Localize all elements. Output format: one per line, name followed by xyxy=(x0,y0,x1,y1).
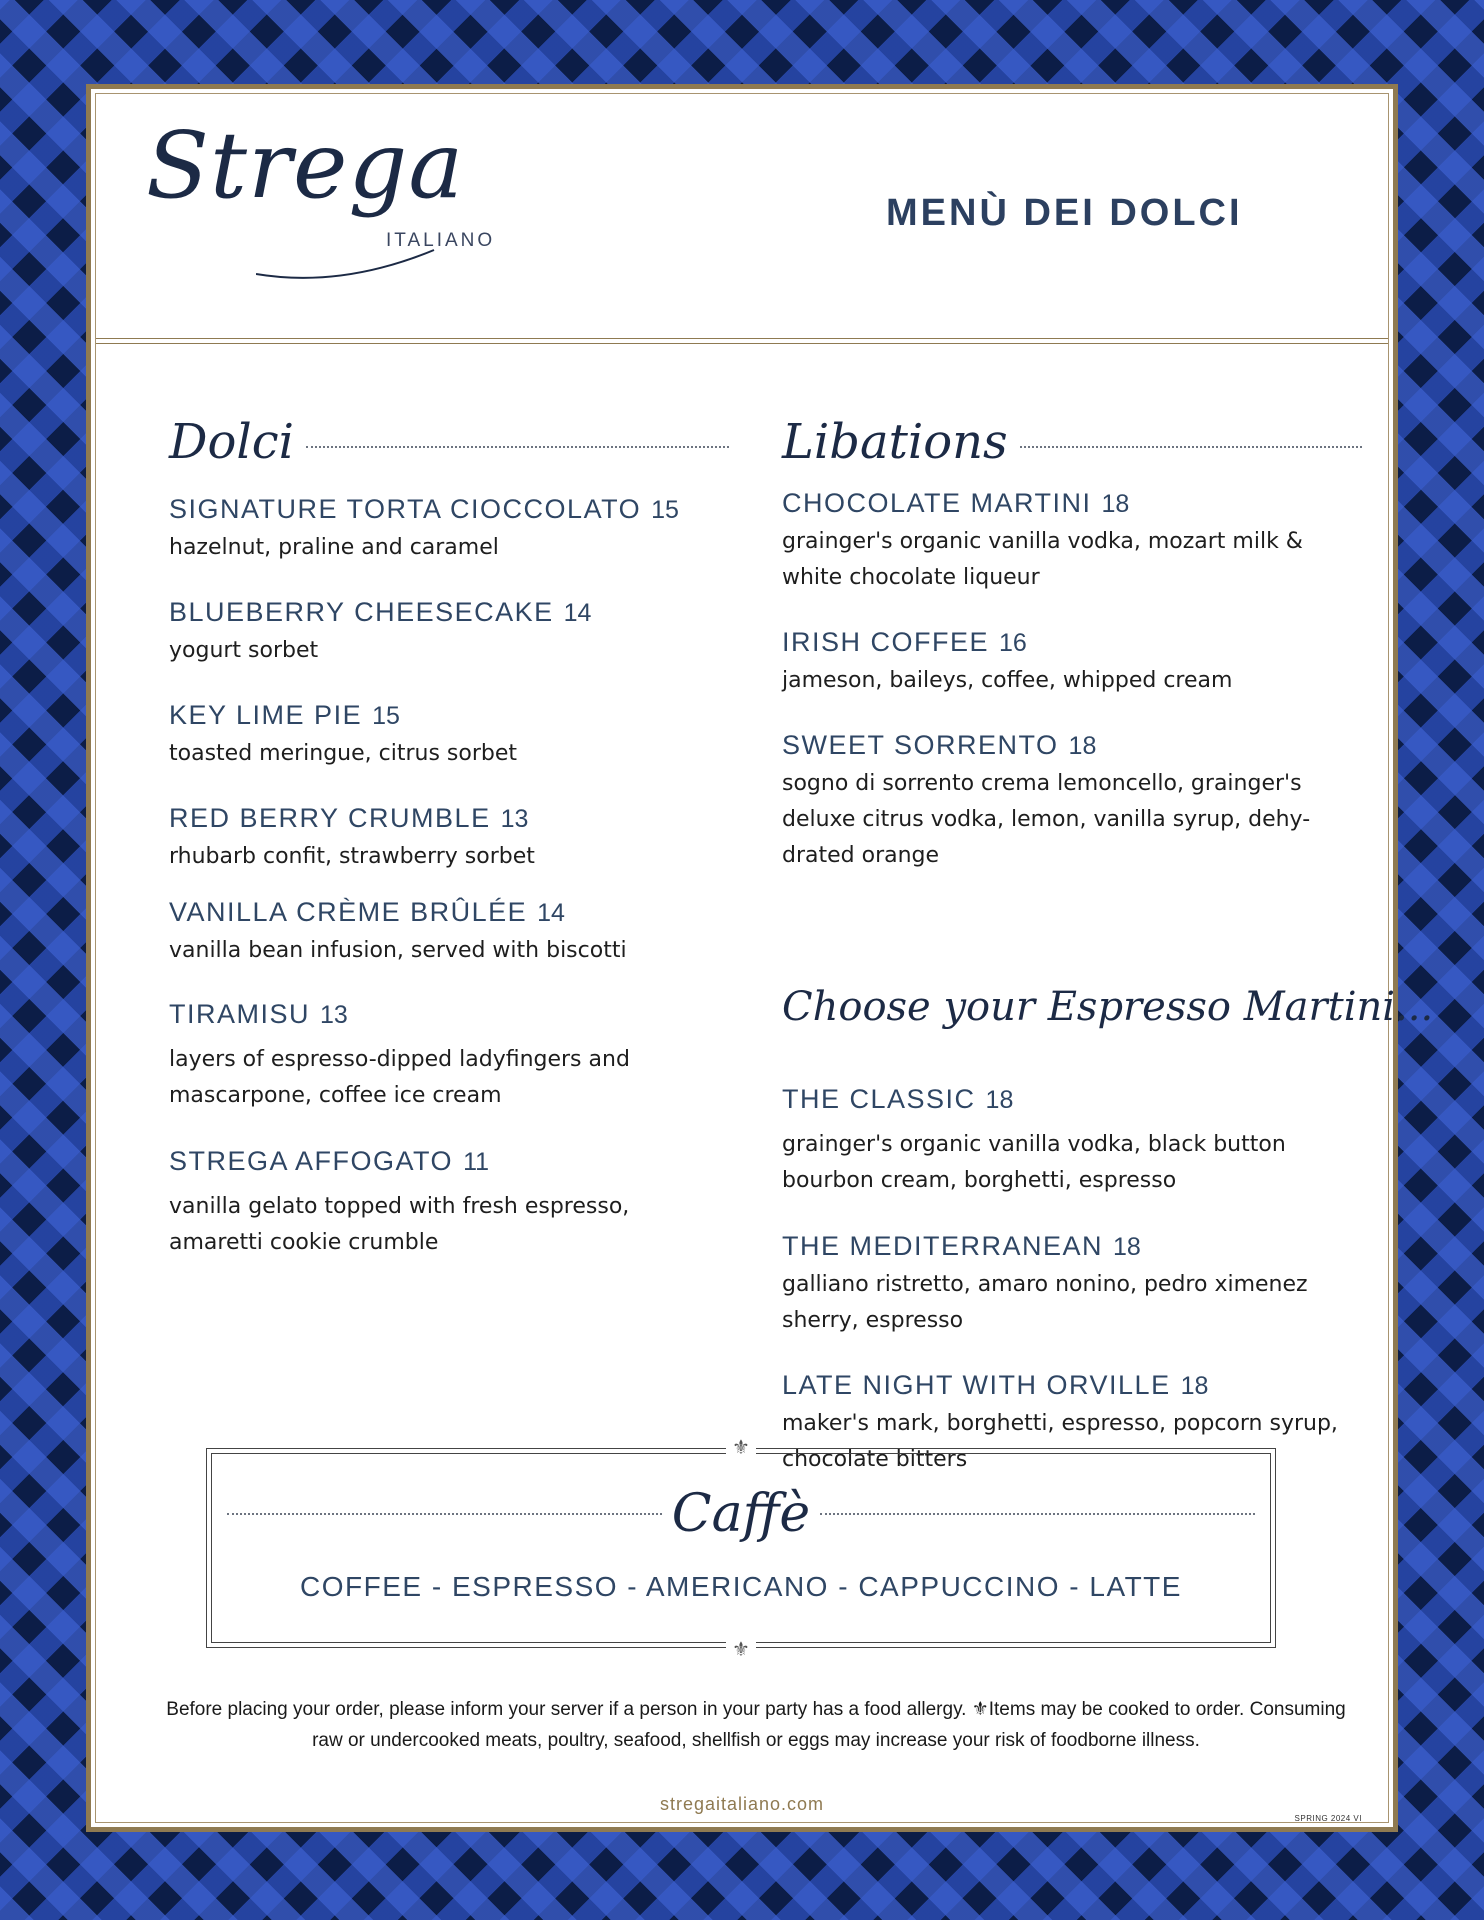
drink-item xyxy=(782,730,1362,874)
dessert-name: SIGNATURE TORTA CIOCCOLATO xyxy=(169,494,642,524)
martini-name: LATE NIGHT WITH ORVILLE xyxy=(782,1370,1171,1400)
dessert-price: 11 xyxy=(463,1148,490,1176)
dessert-description: hazelnut, praline and caramel xyxy=(169,535,499,560)
header-divider xyxy=(96,338,1388,344)
drink-price: 16 xyxy=(999,629,1027,657)
drink-description: jameson, baileys, coffee, whipped cream xyxy=(782,668,1233,693)
libations-heading: Libations xyxy=(782,414,1008,470)
dessert-name: RED BERRY CRUMBLE xyxy=(169,803,491,833)
dessert-item xyxy=(169,897,729,969)
martini-price: 18 xyxy=(1180,1372,1209,1400)
martini-description: maker's mark, borghetti, espresso, popcorn syrup, chocolate bitters xyxy=(782,1411,1338,1472)
dessert-description: layers of espresso-dipped ladyfingers and mascarpone, coffee ice cream xyxy=(169,1047,630,1108)
dessert-description: vanilla bean infusion, served with biscotti xyxy=(169,938,627,963)
dessert-item xyxy=(169,1146,729,1261)
dessert-name: VANILLA CRÈME BRÛLÉE xyxy=(169,897,528,927)
fleur-de-lis-icon: ⚜ xyxy=(726,1636,756,1662)
dessert-item xyxy=(169,803,729,875)
drink-item xyxy=(782,627,1362,699)
espresso-martini-heading: Choose your Espresso Martini... xyxy=(782,984,1434,1030)
martini-description: galliano ristretto, amaro nonino, pedro ximenez sherry, espresso xyxy=(782,1272,1308,1333)
drink-description: grainger's organic vanilla vodka, mozart milk & white chocolate liqueur xyxy=(782,529,1303,590)
dessert-name: BLUEBERRY CHEESECAKE xyxy=(169,597,554,627)
libations-column xyxy=(782,394,1434,1472)
dessert-price: 14 xyxy=(563,599,592,627)
dolci-heading-row xyxy=(169,394,729,470)
martini-price: 18 xyxy=(985,1086,1014,1114)
dessert-name: STREGA AFFOGATO xyxy=(169,1146,454,1176)
drink-name: SWEET SORRENTO xyxy=(782,730,1059,760)
dessert-price: 15 xyxy=(651,496,679,524)
drink-description: sogno di sorrento crema lemoncello, grainger's deluxe citrus vodka, lemon, vanilla syrup, dehy-drated orange xyxy=(782,771,1311,868)
brand-logo-script: Strega xyxy=(146,112,465,219)
dotted-leader xyxy=(227,1513,662,1515)
libations-heading-row xyxy=(782,394,1362,470)
brand-logo-subtitle: ITALIANO xyxy=(386,230,496,251)
dessert-price: 13 xyxy=(320,1001,348,1029)
website-link[interactable]: stregaitaliano.com xyxy=(659,1794,825,1814)
martini-item xyxy=(782,1231,1362,1339)
dessert-item xyxy=(169,597,729,669)
fleur-de-lis-icon: ⚜ xyxy=(726,1434,756,1460)
dolci-column xyxy=(169,394,729,1255)
dessert-name: KEY LIME PIE xyxy=(169,700,363,730)
caffe-heading-row xyxy=(227,1479,1255,1549)
caffe-heading: Caffè xyxy=(671,1484,811,1544)
dotted-leader xyxy=(1020,446,1362,448)
drink-name: IRISH COFFEE xyxy=(782,627,990,657)
menu-title: MENÙ DEI DOLCI xyxy=(886,192,1243,234)
dessert-description: vanilla gelato topped with fresh espresso, amaretti cookie crumble xyxy=(169,1194,630,1255)
dessert-item xyxy=(169,700,729,772)
dessert-price: 14 xyxy=(537,899,565,927)
dotted-leader xyxy=(820,1513,1255,1515)
dessert-description: yogurt sorbet xyxy=(169,638,319,663)
menu-card xyxy=(86,84,1434,1832)
dessert-name: TIRAMISU xyxy=(169,999,311,1029)
dessert-item xyxy=(169,494,729,566)
dessert-item xyxy=(169,999,729,1114)
dessert-description: toasted meringue, citrus sorbet xyxy=(169,741,518,766)
martini-name: THE CLASSIC xyxy=(782,1084,976,1114)
dessert-price: 15 xyxy=(372,702,400,730)
drink-name: CHOCOLATE MARTINI xyxy=(782,488,1092,518)
drink-price: 18 xyxy=(1068,732,1097,760)
menu-card-inner-border xyxy=(95,93,1434,1823)
dotted-leader xyxy=(306,446,729,448)
allergy-disclaimer: Before placing your order, please inform your server if a person in your party has a food allergy. ⚜Items may be cooked to order. Consuming raw or undercooked meats, poultry, seafood, shellfish or eggs may increase your risk of foodborne illness. xyxy=(166,1699,1346,1751)
dessert-description: rhubarb confit, strawberry sorbet xyxy=(169,844,535,869)
menu-version-label: SPRING 2024 VI xyxy=(1294,1814,1362,1823)
drink-price: 18 xyxy=(1101,490,1130,518)
martini-price: 18 xyxy=(1113,1233,1141,1261)
martini-description: grainger's organic vanilla vodka, black button bourbon cream, borghetti, espresso xyxy=(782,1132,1286,1193)
caffe-drink-list: COFFEE - ESPRESSO - AMERICANO - CAPPUCCINO - LATTE xyxy=(300,1571,1182,1602)
dolci-heading: Dolci xyxy=(169,414,294,470)
martini-name: THE MEDITERRANEAN xyxy=(782,1231,1104,1261)
drink-item xyxy=(782,488,1362,596)
martini-item xyxy=(782,1084,1362,1199)
dessert-price: 13 xyxy=(500,805,529,833)
